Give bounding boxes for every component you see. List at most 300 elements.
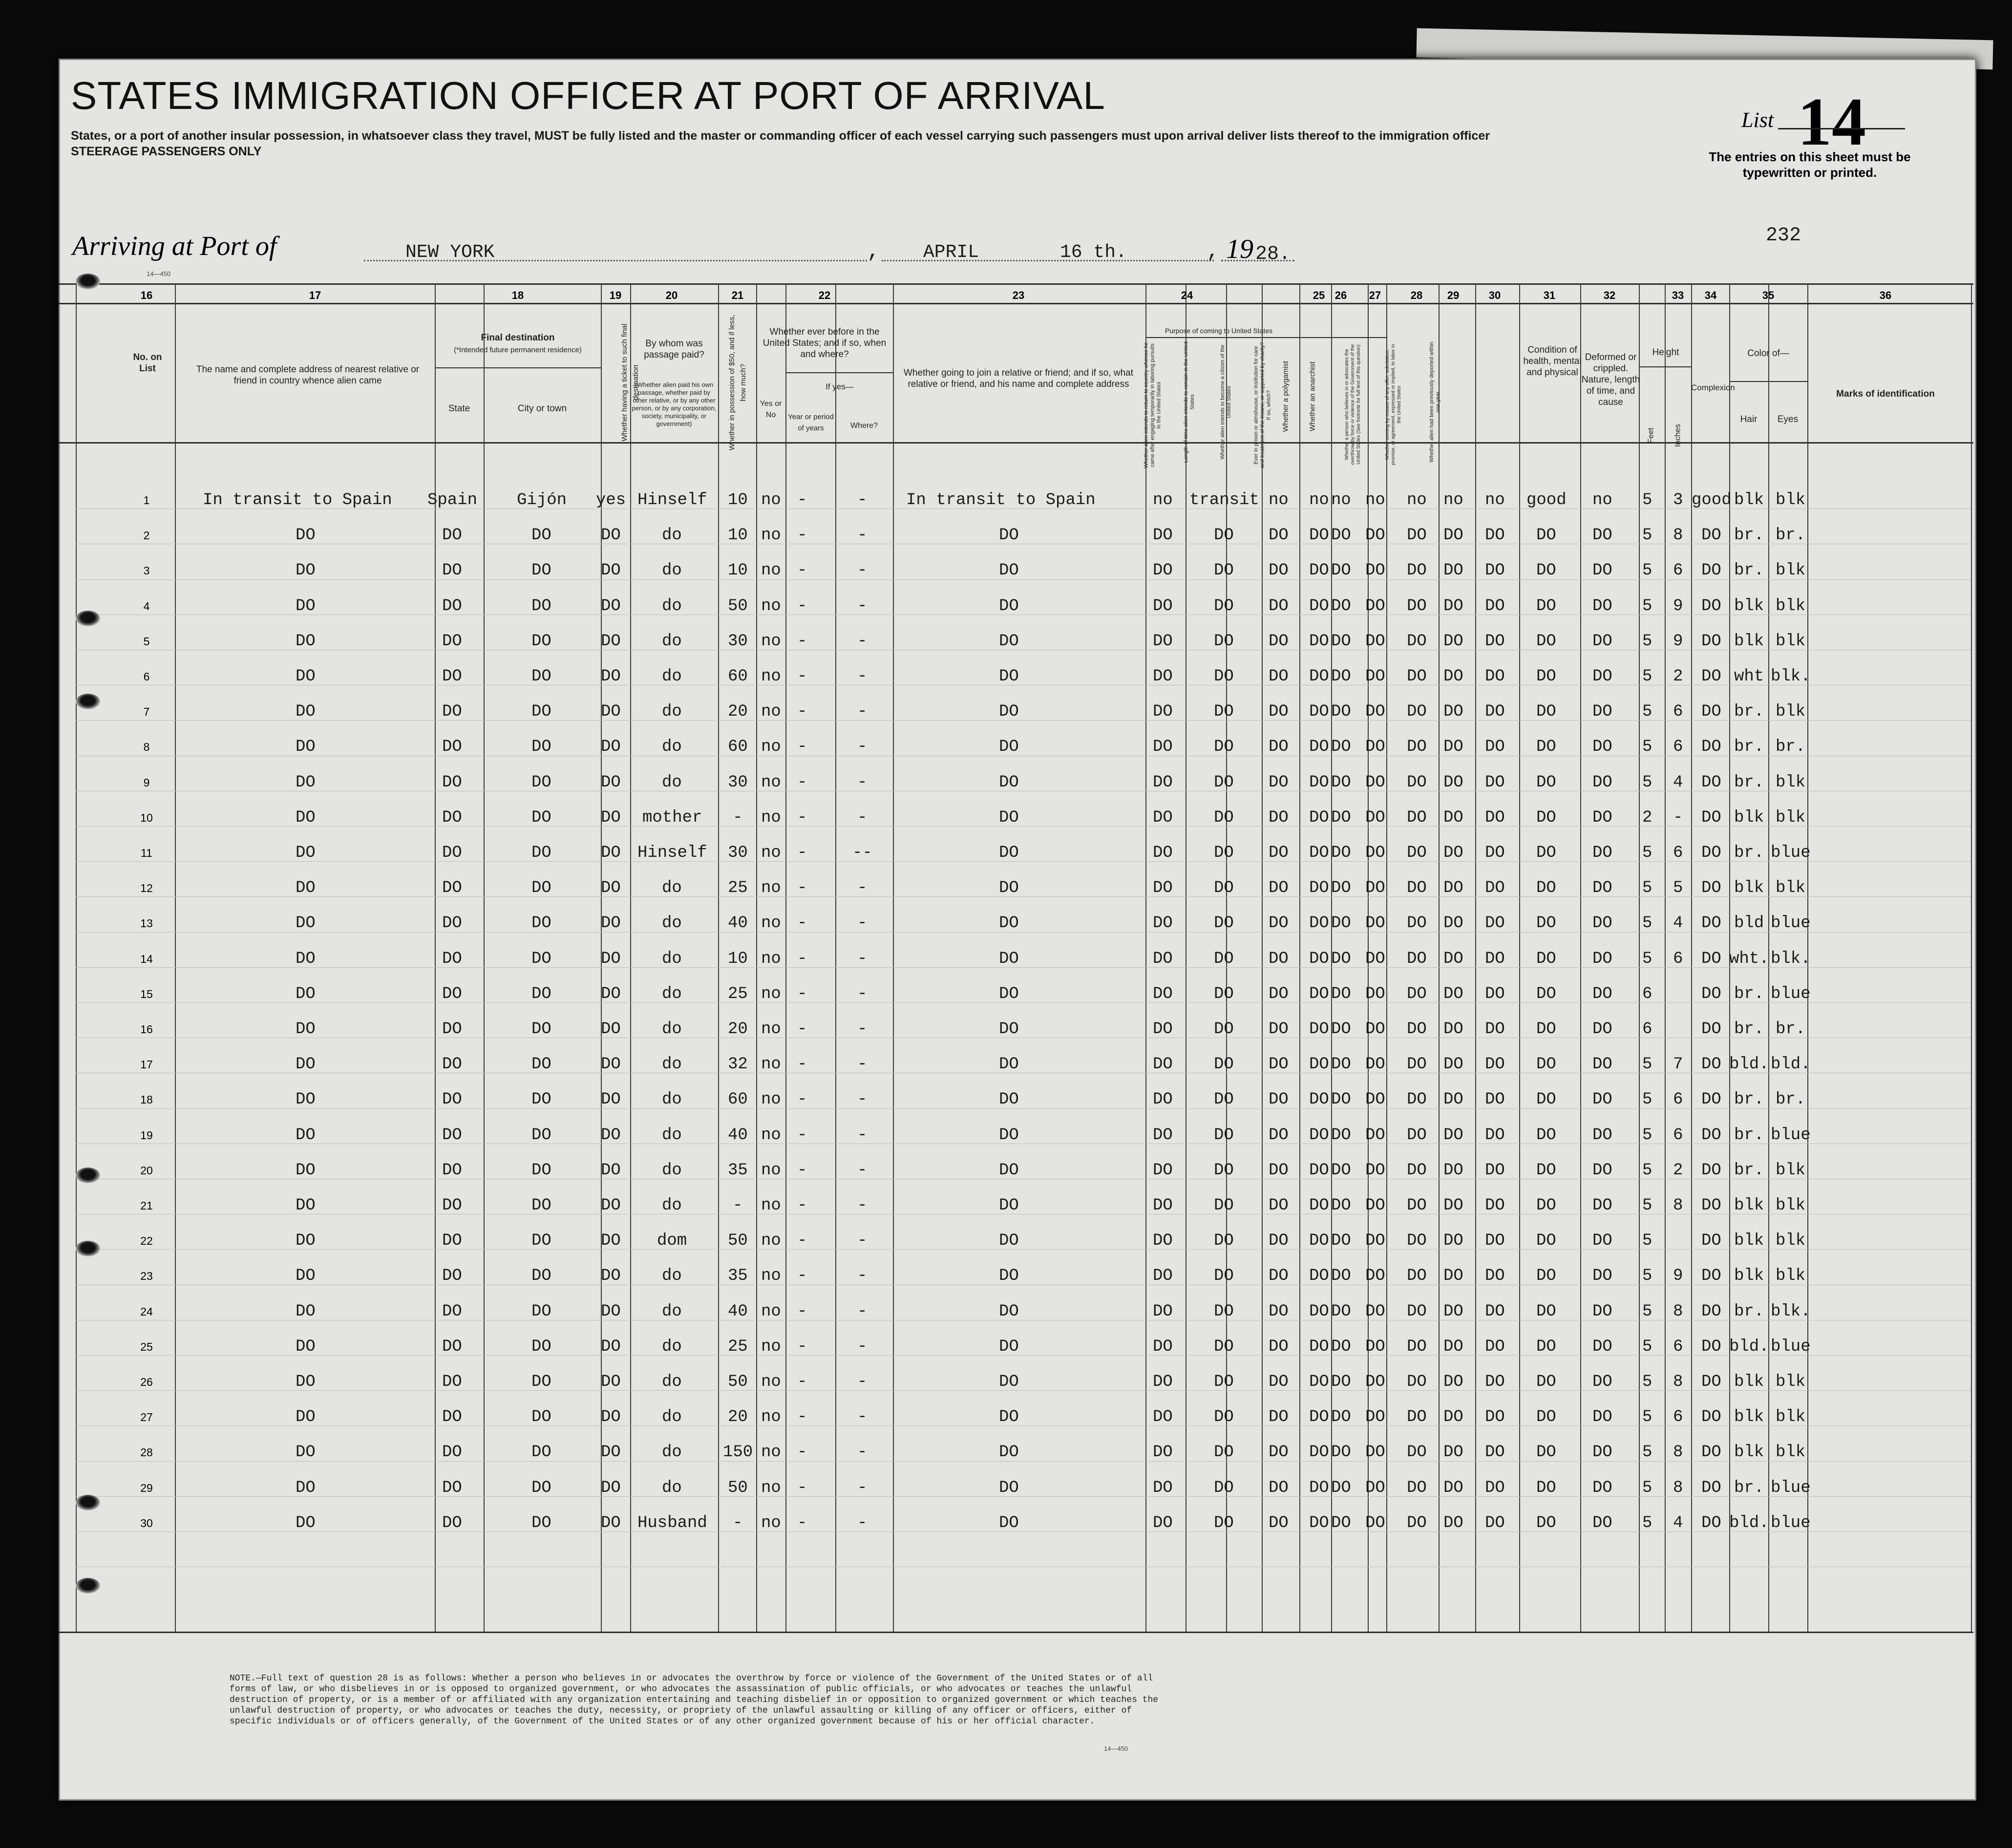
cell-c28: no [1407, 491, 1427, 510]
cell-ft: 5 [1642, 526, 1652, 545]
row-rule [76, 1390, 1971, 1391]
cell-c29: DO [1443, 808, 1463, 827]
cell-c24c: DO [1269, 1408, 1289, 1426]
cell-c20: Hinself [637, 491, 707, 510]
cell-c22y: - [797, 1020, 807, 1039]
col-34-header: Complexion [1691, 383, 1735, 392]
cell-c20: do [662, 950, 682, 968]
cell-c34: DO [1701, 597, 1721, 616]
col-29-header: Whether coming by reason of any offer, solicitation, promise, or agreement, expressed or implied, to labor in the United States [1385, 344, 1402, 465]
cell-c24b: DO [1214, 950, 1234, 968]
cell-city: DO [531, 526, 551, 545]
cell-c29: DO [1443, 914, 1463, 933]
cell-in: 8 [1673, 1443, 1683, 1462]
cell-c23: DO [999, 597, 1019, 616]
cell-in: 2 [1673, 667, 1683, 686]
cell-hair: blk [1734, 632, 1764, 651]
cell-hair: blk [1734, 1408, 1764, 1426]
cell-c29: DO [1443, 1267, 1463, 1285]
cell-c24b: DO [1214, 597, 1234, 616]
cell-c19: DO [601, 561, 621, 580]
cell-c28: DO [1407, 738, 1427, 756]
cell-c24a: DO [1153, 950, 1173, 968]
cell-c27: DO [1365, 632, 1385, 651]
cell-state: DO [442, 1196, 462, 1215]
cell-c25: DO [1309, 1267, 1329, 1285]
cell-c22yn: no [761, 773, 781, 792]
cell-c21: 25 [728, 1338, 748, 1356]
cell-city: Gijón [517, 491, 567, 510]
cell-c29: DO [1443, 1232, 1463, 1250]
cell-hair: br. [1734, 1302, 1764, 1321]
cell-c24b: DO [1214, 561, 1234, 580]
cell-eyes: blue [1771, 1338, 1811, 1356]
cell-c24b: DO [1214, 1126, 1234, 1145]
cell-c22yn: no [761, 808, 781, 827]
cell-c27: DO [1365, 1443, 1385, 1462]
cell-c31: DO [1536, 844, 1556, 862]
cell-ft: 5 [1642, 738, 1652, 756]
cell-c21: 20 [728, 702, 748, 721]
cell-city: DO [531, 1126, 551, 1145]
cell-c19: DO [601, 1302, 621, 1321]
cell-c24a: DO [1153, 1338, 1173, 1356]
cell-c29: no [1443, 491, 1463, 510]
cell-c28: DO [1407, 1338, 1427, 1356]
cell-c31: DO [1536, 773, 1556, 792]
column-rule [718, 283, 719, 1632]
cell-c32: DO [1592, 1408, 1612, 1426]
cell-c21: 30 [728, 773, 748, 792]
cell-in: 5 [1673, 879, 1683, 897]
cell-c30: DO [1485, 1373, 1505, 1391]
row-number: 26 [140, 1376, 153, 1388]
cell-in: 4 [1673, 914, 1683, 933]
cell-c34: DO [1701, 844, 1721, 862]
column-number: 33 [1672, 289, 1684, 301]
cell-ft: 5 [1642, 1090, 1652, 1109]
cell-c22yn: no [761, 738, 781, 756]
cell-c27: DO [1365, 1479, 1385, 1497]
cell-c34: DO [1701, 879, 1721, 897]
cell-c22w: - [857, 667, 868, 686]
cell-hair: blk [1734, 1267, 1764, 1285]
cell-c29: DO [1443, 1161, 1463, 1180]
cell-c24b: DO [1214, 1090, 1234, 1109]
cell-c26: DO [1331, 1373, 1351, 1391]
cell-c22w: - [857, 1232, 868, 1250]
cell-c19: DO [601, 1443, 621, 1462]
cell-c28: DO [1407, 1090, 1427, 1109]
cell-c24a: DO [1153, 738, 1173, 756]
cell-ft: 5 [1642, 914, 1652, 933]
cell-state: DO [442, 808, 462, 827]
cell-c24b: transit [1189, 491, 1259, 510]
cell-eyes: blk [1776, 597, 1806, 616]
cell-eyes: blk [1776, 1373, 1806, 1391]
row-number: 9 [143, 776, 150, 789]
cell-c20: do [662, 632, 682, 651]
row-rule [76, 1425, 1971, 1426]
cell-c29: DO [1443, 879, 1463, 897]
cell-state: DO [442, 1302, 462, 1321]
col-28-header: Whether a person who believes in or advocates the overthrow by force or violence of the Government of the United States (See footnote for full text of this question) [1344, 344, 1361, 465]
column-number: 30 [1488, 289, 1501, 301]
row-number: 21 [140, 1199, 153, 1212]
cell-c24a: DO [1153, 1302, 1173, 1321]
cell-state: DO [442, 632, 462, 651]
cell-c25: DO [1309, 1196, 1329, 1215]
cell-state: DO [442, 1338, 462, 1356]
cell-c22y: - [797, 1090, 807, 1109]
cell-c25: DO [1309, 1302, 1329, 1321]
cell-state: DO [442, 667, 462, 686]
cell-c31: DO [1536, 950, 1556, 968]
row-number: 22 [140, 1234, 153, 1247]
cell-c25: DO [1309, 773, 1329, 792]
cell-c24a: DO [1153, 1232, 1173, 1250]
cell-c34: DO [1701, 1196, 1721, 1215]
cell-c22w: - [857, 561, 868, 580]
cell-c27: DO [1365, 1090, 1385, 1109]
cell-c22w: -- [852, 844, 872, 862]
col-30-header: Whether alien had been previously deported within one year [1429, 341, 1441, 463]
column-number: 25 [1313, 289, 1325, 301]
cell-c28: DO [1407, 561, 1427, 580]
cell-c29: DO [1443, 985, 1463, 1003]
cell-c29: DO [1443, 632, 1463, 651]
cell-c30: DO [1485, 985, 1505, 1003]
column-number: 23 [1012, 289, 1025, 301]
cell-c25: DO [1309, 914, 1329, 933]
cell-c32: DO [1592, 738, 1612, 756]
column-number: 16 [140, 289, 153, 301]
steerage-label: STEERAGE PASSENGERS ONLY [71, 145, 262, 158]
cell-eyes: blk [1776, 491, 1806, 510]
cell-c21: 150 [723, 1443, 753, 1462]
cell-city: DO [531, 1373, 551, 1391]
cell-c22yn: no [761, 632, 781, 651]
cell-hair: wht. [1729, 950, 1769, 968]
cell-c22w: - [857, 950, 868, 968]
cell-c20: do [662, 702, 682, 721]
cell-c19: DO [601, 632, 621, 651]
cell-c31: DO [1536, 632, 1556, 651]
cell-c31: DO [1536, 1408, 1556, 1426]
cell-state: DO [442, 1514, 462, 1532]
cell-hair: br. [1734, 773, 1764, 792]
cell-c32: DO [1592, 844, 1612, 862]
cell-c17: DO [296, 632, 316, 651]
cell-eyes: blue [1771, 844, 1811, 862]
cell-c20: do [662, 667, 682, 686]
cell-c23: DO [999, 985, 1019, 1003]
cell-c32: DO [1592, 1302, 1612, 1321]
cell-c23: DO [999, 1161, 1019, 1180]
cell-c20: do [662, 1126, 682, 1145]
cell-c24a: DO [1153, 1373, 1173, 1391]
cell-c26: DO [1331, 632, 1351, 651]
cell-city: DO [531, 985, 551, 1003]
cell-c22yn: no [761, 1020, 781, 1039]
cell-state: DO [442, 950, 462, 968]
row-rule [76, 1002, 1971, 1003]
cell-c30: DO [1485, 1090, 1505, 1109]
cell-c31: DO [1536, 667, 1556, 686]
cell-c22y: - [797, 950, 807, 968]
cell-c22yn: no [761, 1090, 781, 1109]
cell-c24a: DO [1153, 914, 1173, 933]
cell-c22w: - [857, 879, 868, 897]
cell-c23: DO [999, 773, 1019, 792]
cell-c19: DO [601, 1126, 621, 1145]
cell-c24c: DO [1269, 950, 1289, 968]
cell-c22yn: no [761, 561, 781, 580]
cell-c22y: - [797, 738, 807, 756]
cell-c29: DO [1443, 738, 1463, 756]
cell-in: 7 [1673, 1055, 1683, 1074]
cell-c32: DO [1592, 1055, 1612, 1074]
cell-c24b: DO [1214, 1161, 1234, 1180]
cell-c21: 10 [728, 561, 748, 580]
cell-c22yn: no [761, 1161, 781, 1180]
cell-in: 6 [1673, 1126, 1683, 1145]
cell-ft: 5 [1642, 1408, 1652, 1426]
cell-c25: DO [1309, 1443, 1329, 1462]
cell-c28: DO [1407, 1267, 1427, 1285]
cell-c23: DO [999, 632, 1019, 651]
cell-c30: DO [1485, 1161, 1505, 1180]
cell-ft: 5 [1642, 597, 1652, 616]
table-rule [59, 442, 1973, 444]
row-rule [76, 1249, 1971, 1250]
cell-c31: DO [1536, 561, 1556, 580]
cell-in: 4 [1673, 1514, 1683, 1532]
cell-c24a: DO [1153, 1020, 1173, 1039]
cell-c22y: - [797, 773, 807, 792]
cell-c32: DO [1592, 1373, 1612, 1391]
cell-c23: DO [999, 1126, 1019, 1145]
cell-state: DO [442, 1090, 462, 1109]
cell-c32: DO [1592, 808, 1612, 827]
footnote: NOTE.—Full text of question 28 is as follows: Whether a person who believes in or advocates the overthrow by force or violence of the Government of the United States or of all forms of law, or who disbelieves in or is opposed to organized government, or who advocates the assassination of public officials, or who advocates or teaches the unlawful destruction of property, or is a member of or affiliated with any organization entertaining and teaching disbelief in or opposition to organized government or which teaches the unlawful destruction of property, or who advocates or teaches the duty, necessity, or propriety of the unlawful assaulting or killing of any officer or officers, either of specific individuals or of officers generally, of the Government of the United States or of any other organized government because of his or her official character. [230, 1674, 1159, 1726]
cell-c17: DO [296, 844, 316, 862]
cell-c24b: DO [1214, 773, 1234, 792]
cell-ft: 5 [1642, 491, 1652, 510]
row-number: 18 [140, 1093, 153, 1106]
row-rule [76, 932, 1971, 933]
cell-state: DO [442, 1443, 462, 1462]
cell-c32: DO [1592, 1443, 1612, 1462]
column-number: 18 [511, 289, 524, 301]
cell-c22yn: no [761, 1302, 781, 1321]
cell-c26: DO [1331, 1196, 1351, 1215]
col-35-hair: Hair [1740, 414, 1758, 425]
cell-c29: DO [1443, 1514, 1463, 1532]
cell-c17: In transit to Spain [203, 491, 392, 510]
col-18-note: (*Intended future permanent residence) [454, 346, 582, 354]
cell-c24c: DO [1269, 632, 1289, 651]
col-22-header: Whether ever before in the United States; and if so, when and where? [762, 327, 887, 360]
cell-c28: DO [1407, 985, 1427, 1003]
cell-c24c: DO [1269, 1090, 1289, 1109]
cell-c22w: - [857, 1514, 868, 1532]
cell-c24a: no [1153, 491, 1173, 510]
cell-c27: no [1365, 491, 1385, 510]
cell-state: DO [442, 844, 462, 862]
column-number: 35 [1762, 289, 1775, 301]
cell-c31: DO [1536, 914, 1556, 933]
cell-c32: DO [1592, 702, 1612, 721]
cell-c21: 60 [728, 1090, 748, 1109]
cell-c21: 60 [728, 738, 748, 756]
cell-c22yn: no [761, 1479, 781, 1497]
cell-c29: DO [1443, 597, 1463, 616]
cell-c17: DO [296, 1196, 316, 1215]
cell-in: 6 [1673, 1338, 1683, 1356]
cell-c27: DO [1365, 1267, 1385, 1285]
cell-c22yn: no [761, 1267, 781, 1285]
cell-c27: DO [1365, 879, 1385, 897]
cell-c26: DO [1331, 597, 1351, 616]
month-value: APRIL [923, 242, 979, 263]
row-rule [76, 1461, 1971, 1462]
cell-c27: DO [1365, 667, 1385, 686]
cell-eyes: blk [1776, 773, 1806, 792]
cell-c24c: DO [1269, 844, 1289, 862]
cell-c28: DO [1407, 1126, 1427, 1145]
cell-c22yn: no [761, 1338, 781, 1356]
cell-hair: bld. [1729, 1338, 1769, 1356]
column-number: 31 [1543, 289, 1556, 301]
row-rule [76, 1531, 1971, 1532]
cell-state: DO [442, 1479, 462, 1497]
column-rule [76, 283, 77, 1632]
cell-ft: 5 [1642, 1055, 1652, 1074]
cell-hair: br. [1734, 985, 1764, 1003]
cell-c19: DO [601, 950, 621, 968]
punch-hole [76, 1241, 100, 1256]
cell-c25: DO [1309, 985, 1329, 1003]
cell-c24c: DO [1269, 773, 1289, 792]
cell-hair: br. [1734, 561, 1764, 580]
cell-c20: do [662, 1408, 682, 1426]
cell-c31: DO [1536, 879, 1556, 897]
cell-c22y: - [797, 1373, 807, 1391]
cell-eyes: blk. [1771, 1302, 1811, 1321]
cell-eyes: blue [1771, 1126, 1811, 1145]
cell-c34: DO [1701, 632, 1721, 651]
cell-c32: DO [1592, 1196, 1612, 1215]
cell-ft: 5 [1642, 1161, 1652, 1180]
cell-c20: do [662, 1443, 682, 1462]
cell-c24b: DO [1214, 738, 1234, 756]
cell-c30: DO [1485, 1055, 1505, 1074]
cell-c30: DO [1485, 1020, 1505, 1039]
cell-c17: DO [296, 667, 316, 686]
table-rule [59, 283, 1973, 285]
cell-c22y: - [797, 1161, 807, 1180]
punch-hole [76, 694, 100, 709]
cell-c21: 30 [728, 632, 748, 651]
cell-c26: no [1331, 491, 1351, 510]
row-number: 19 [140, 1129, 153, 1142]
cell-ft: 5 [1642, 844, 1652, 862]
cell-city: DO [531, 597, 551, 616]
cell-hair: blk [1734, 491, 1764, 510]
cell-c19: DO [601, 1055, 621, 1074]
cell-c31: DO [1536, 1302, 1556, 1321]
cell-c21: 50 [728, 1479, 748, 1497]
cell-c19: DO [601, 597, 621, 616]
cell-state: Spain [427, 491, 478, 510]
cell-c28: DO [1407, 1443, 1427, 1462]
cell-c22y: - [797, 561, 807, 580]
cell-city: DO [531, 632, 551, 651]
cell-c22yn: no [761, 526, 781, 545]
row-number: 30 [140, 1517, 153, 1529]
cell-city: DO [531, 667, 551, 686]
cell-c26: DO [1331, 914, 1351, 933]
cell-c17: DO [296, 1055, 316, 1074]
cell-c24a: DO [1153, 632, 1173, 651]
cell-c22yn: no [761, 1408, 781, 1426]
cell-ft: 5 [1642, 1373, 1652, 1391]
cell-c22yn: no [761, 1126, 781, 1145]
col-26-header: Whether a polygamist [1281, 361, 1290, 432]
cell-c22w: - [857, 1408, 868, 1426]
cell-c28: DO [1407, 667, 1427, 686]
cell-c24c: DO [1269, 1196, 1289, 1215]
cell-c34: DO [1701, 773, 1721, 792]
cell-city: DO [531, 914, 551, 933]
cell-c30: DO [1485, 597, 1505, 616]
column-rule [1639, 283, 1640, 1632]
cell-ft: 5 [1642, 1338, 1652, 1356]
cell-c19: DO [601, 1479, 621, 1497]
year-prefix: 19 [1226, 234, 1253, 264]
row-number: 10 [140, 811, 153, 824]
cell-hair: blk [1734, 597, 1764, 616]
cell-c20: do [662, 561, 682, 580]
table-rule [59, 303, 1973, 304]
cell-c23: DO [999, 808, 1019, 827]
cell-c24a: DO [1153, 808, 1173, 827]
cell-c21: 32 [728, 1055, 748, 1074]
cell-c30: DO [1485, 702, 1505, 721]
cell-c31: DO [1536, 1126, 1556, 1145]
cell-c32: DO [1592, 1020, 1612, 1039]
cell-c17: DO [296, 808, 316, 827]
cell-eyes: blk [1776, 879, 1806, 897]
cell-hair: br. [1734, 738, 1764, 756]
cell-eyes: blk [1776, 1161, 1806, 1180]
cell-c26: DO [1331, 985, 1351, 1003]
cell-c22y: - [797, 985, 807, 1003]
cell-c23: DO [999, 1232, 1019, 1250]
cell-c22w: - [857, 597, 868, 616]
cell-c22y: - [797, 702, 807, 721]
cell-in: 4 [1673, 773, 1683, 792]
cell-c25: DO [1309, 632, 1329, 651]
cell-ft: 5 [1642, 950, 1652, 968]
column-rule [1971, 283, 1972, 1632]
cell-c21: 50 [728, 1232, 748, 1250]
cell-c27: DO [1365, 1126, 1385, 1145]
row-number: 8 [143, 741, 150, 753]
cell-c34: DO [1701, 1126, 1721, 1145]
list-underline [1778, 128, 1905, 129]
